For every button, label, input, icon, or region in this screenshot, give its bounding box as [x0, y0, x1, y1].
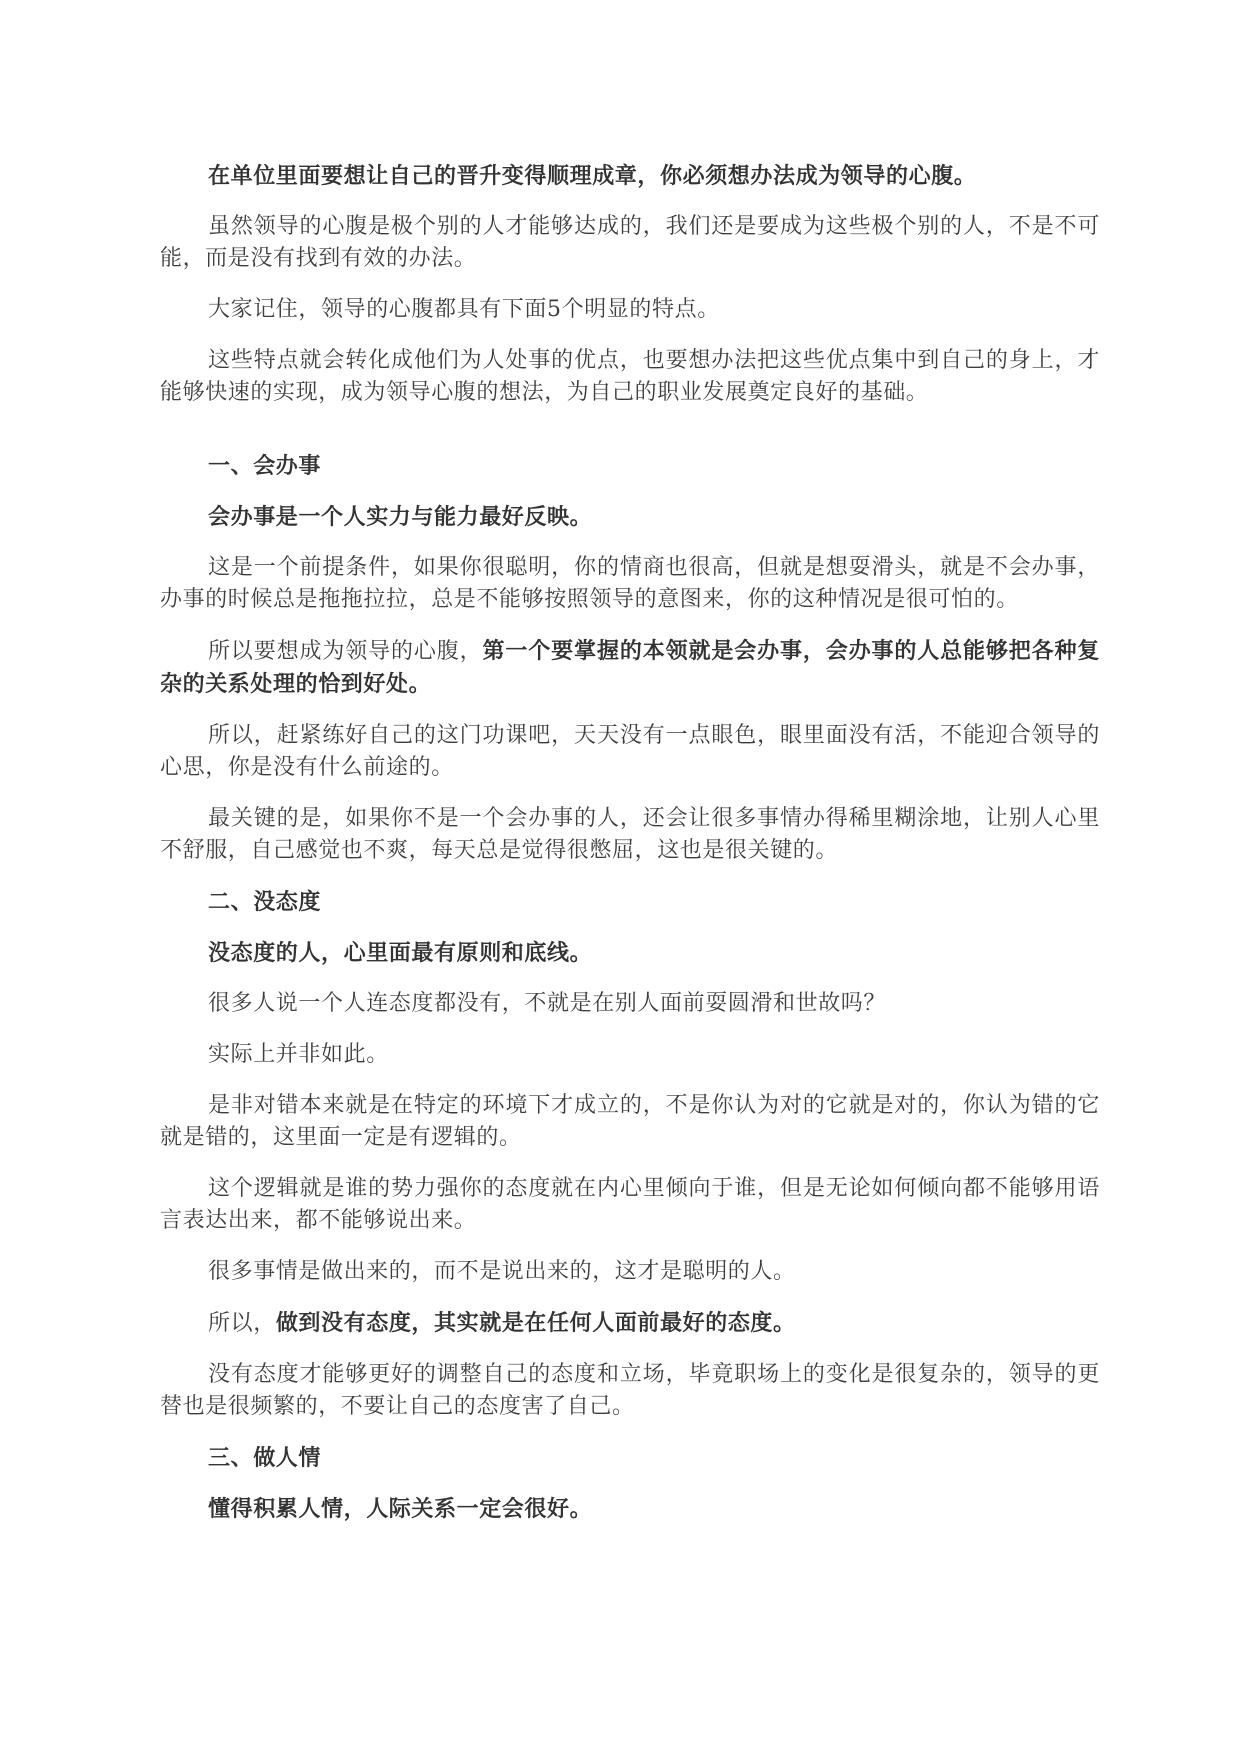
section-1-paragraph-2-bold: 第一个要掌握的本领就是会办事，会办事的人总能够把各种复杂的关系处理的恰到好处。 [160, 638, 1100, 697]
section-gap [160, 428, 1100, 450]
section-1-paragraph-2 [160, 635, 1100, 701]
document-page [160, 160, 1100, 1544]
section-2-lead: 没态度的人，心里面最有原则和底线。 [208, 940, 593, 966]
section-2-paragraph-6-plain: 所以， [208, 1311, 276, 1336]
section-2-heading: 二、没态度 [208, 889, 322, 915]
section-2-paragraph-6 [160, 1307, 1100, 1340]
section-2-paragraph-3: 是非对错本来就是在特定的环境下才成立的，不是你认为对的它就是对的，你认为错的它就是错的，这里面一定是有逻辑的。 [160, 1093, 1100, 1150]
section-1-paragraph-1: 这是一个前提条件，如果你很聪明，你的情商也很高，但就是想耍滑头，就是不会办事，办事的时候总是拖拖拉拉，总是不能够按照领导的意图来，你的这种情况是很可怕的。 [160, 555, 1100, 612]
section-1-lead: 会办事是一个人实力与能力最好反映。 [208, 504, 593, 530]
section-2-paragraph-6-bold: 做到没有态度，其实就是在任何人面前最好的态度。 [275, 1310, 796, 1336]
section-1-heading: 一、会办事 [208, 453, 322, 479]
section-2-paragraph-5: 很多事情是做出来的，而不是说出来的，这才是聪明的人。 [208, 1259, 796, 1284]
intro-paragraph-4: 这些特点就会转化成他们为人处事的优点，也要想办法把这些优点集中到自己的身上，才能够快速的实现，成为领导心腹的想法，为自己的职业发展奠定良好的基础。 [160, 348, 1100, 405]
section-2-paragraph-1: 很多人说一个人连态度都没有，不就是在别人面前耍圆滑和世故吗？ [208, 991, 887, 1016]
section-1-paragraph-4: 最关键的是，如果你不是一个会办事的人，还会让很多事情办得稀里糊涂地，让别人心里不舒服，自己感觉也不爽，每天总是觉得很憋屈，这也是很关键的。 [160, 806, 1100, 863]
intro-paragraph-3: 大家记住，领导的心腹都具有下面5个明显的特点。 [208, 297, 720, 322]
section-2-paragraph-4: 这个逻辑就是谁的势力强你的态度就在内心里倾向于谁，但是无论如何倾向都不能够用语言表达出来，都不能够说出来。 [160, 1176, 1100, 1233]
section-2-paragraph-2: 实际上并非如此。 [208, 1042, 389, 1067]
section-3-lead: 懂得积累人情，人际关系一定会很好。 [208, 1496, 593, 1522]
section-3-heading: 三、做人情 [208, 1445, 322, 1471]
section-1-paragraph-3: 所以，赶紧练好自己的这门功课吧，天天没有一点眼色，眼里面没有活，不能迎合领导的心思，你是没有什么前途的。 [160, 723, 1100, 780]
intro-paragraph-2: 虽然领导的心腹是极个别的人才能够达成的，我们还是要成为这些极个别的人，不是不可能，而是没有找到有效的办法。 [160, 214, 1100, 271]
section-1-paragraph-2-plain: 所以要想成为领导的心腹， [208, 639, 483, 664]
section-2-paragraph-7: 没有态度才能够更好的调整自己的态度和立场，毕竟职场上的变化是很复杂的，领导的更替也是很频繁的，不要让自己的态度害了自己。 [160, 1362, 1100, 1419]
intro-lead-paragraph: 在单位里面要想让自己的晋升变得顺理成章，你必须想办法成为领导的心腹。 [208, 163, 977, 189]
